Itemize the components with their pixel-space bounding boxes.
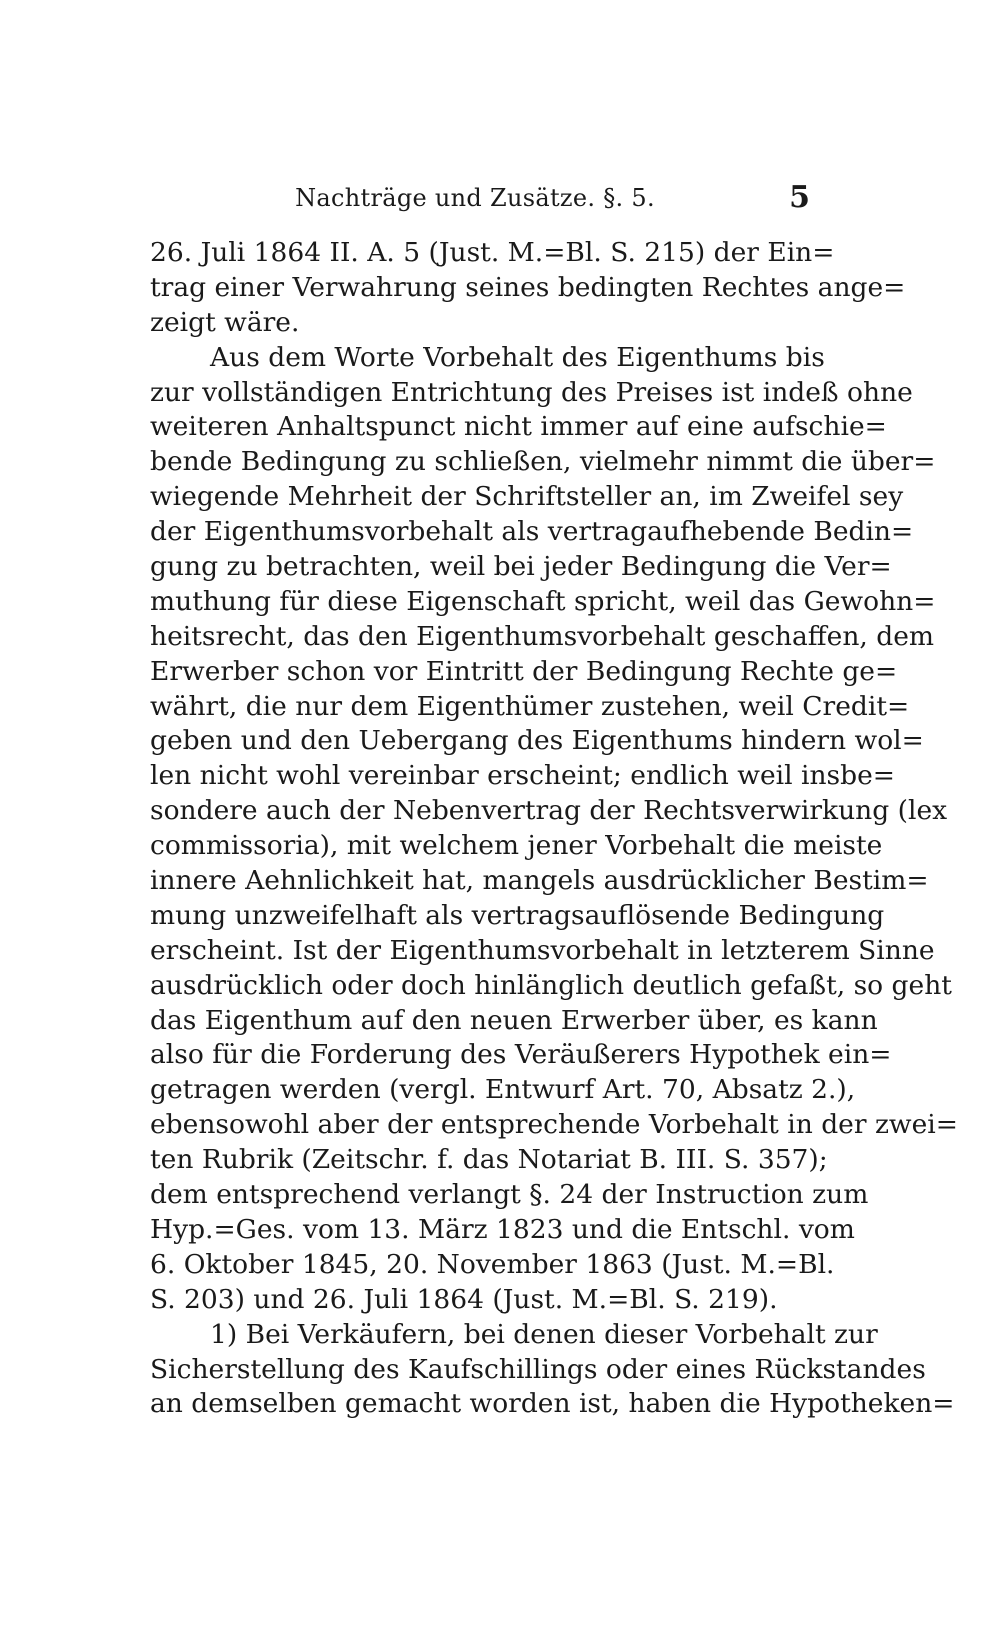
text-line: mung unzweifelhaft als vertragsauflösende Bedingung [150, 899, 885, 931]
paragraph-first-line: Aus dem Worte Vorbehalt des Eigenthums bis [210, 341, 825, 373]
text-line: ten Rubrik (Zeitschr. f. das Notariat B. III. S. 357); [150, 1144, 828, 1176]
text-line: heitsrecht, das den Eigenthumsvorbehalt geschaffen, dem [150, 620, 935, 652]
text-line: erscheint. Ist der Eigenthumsvorbehalt in letzterem Sinne [150, 934, 935, 966]
page-header [150, 180, 810, 220]
text-line: 26. Juli 1864 II. A. 5 (Just. M.=Bl. S. 215) der Ein= [150, 237, 835, 268]
text-line: muthung für diese Eigenschaft spricht, weil das Gewohn= [150, 585, 936, 617]
text-line: weiteren Anhaltspunct nicht immer auf eine aufschie= [150, 411, 887, 443]
paragraph-first-line: 1) Bei Verkäufern, bei denen dieser Vorbehalt zur [210, 1318, 878, 1350]
text-line: also für die Forderung des Veräußerers Hypothek ein= [150, 1039, 892, 1071]
text-line: Sicherstellung des Kaufschillings oder eines Rückstandes [150, 1353, 926, 1385]
text-line: wiegende Mehrheit der Schriftsteller an, im Zweifel sey [150, 481, 904, 513]
text-line: innere Aehnlichkeit hat, mangels ausdrücklicher Bestim= [150, 865, 929, 897]
text-line: zur vollständigen Entrichtung des Preises ist indeß ohne [150, 376, 913, 408]
text-line: an demselben gemacht worden ist, haben die Hypotheken= [150, 1388, 955, 1420]
text-line: ausdrücklich oder doch hinlänglich deutlich gefaßt, so geht [150, 969, 952, 1001]
text-line: len nicht wohl vereinbar erscheint; endlich weil insbe= [150, 760, 895, 792]
text-line: das Eigenthum auf den neuen Erwerber über, es kann [150, 1004, 878, 1036]
text-line: geben und den Uebergang des Eigenthums hindern wol= [150, 725, 924, 757]
text-line: S. 203) und 26. Juli 1864 (Just. M.=Bl. S. 219). [150, 1283, 778, 1315]
text-line: getragen werden (vergl. Entwurf Art. 70, Absatz 2.), [150, 1074, 856, 1106]
body-text [150, 236, 958, 1422]
text-line: währt, die nur dem Eigenthümer zustehen, weil Credit= [150, 690, 910, 722]
text-line: trag einer Verwahrung seines bedingten Rechtes ange= [150, 271, 906, 303]
text-line: bende Bedingung zu schließen, vielmehr nimmt die über= [150, 446, 936, 478]
text-line: dem entsprechend verlangt §. 24 der Instruction zum [150, 1179, 869, 1211]
text-line: Erwerber schon vor Eintritt der Bedingung Rechte ge= [150, 655, 898, 687]
page-number: 5 [789, 180, 810, 215]
text-line: zeigt wäre. [150, 306, 300, 338]
text-line: Hyp.=Ges. vom 13. März 1823 und die Entschl. vom [150, 1213, 855, 1245]
text-line: sondere auch der Nebenvertrag der Rechtsverwirkung (lex [150, 795, 948, 827]
running-head: Nachträge und Zusätze. §. 5. [295, 184, 655, 212]
text-line: ebensowohl aber der entsprechende Vorbehalt in der zwei= [150, 1109, 958, 1141]
text-line: der Eigenthumsvorbehalt als vertragaufhebende Bedin= [150, 516, 914, 548]
text-line: 6. Oktober 1845, 20. November 1863 (Just. M.=Bl. [150, 1248, 835, 1280]
text-line: commissoria), mit welchem jener Vorbehalt die meiste [150, 830, 883, 862]
text-line: gung zu betrachten, weil bei jeder Bedingung die Ver= [150, 551, 892, 583]
